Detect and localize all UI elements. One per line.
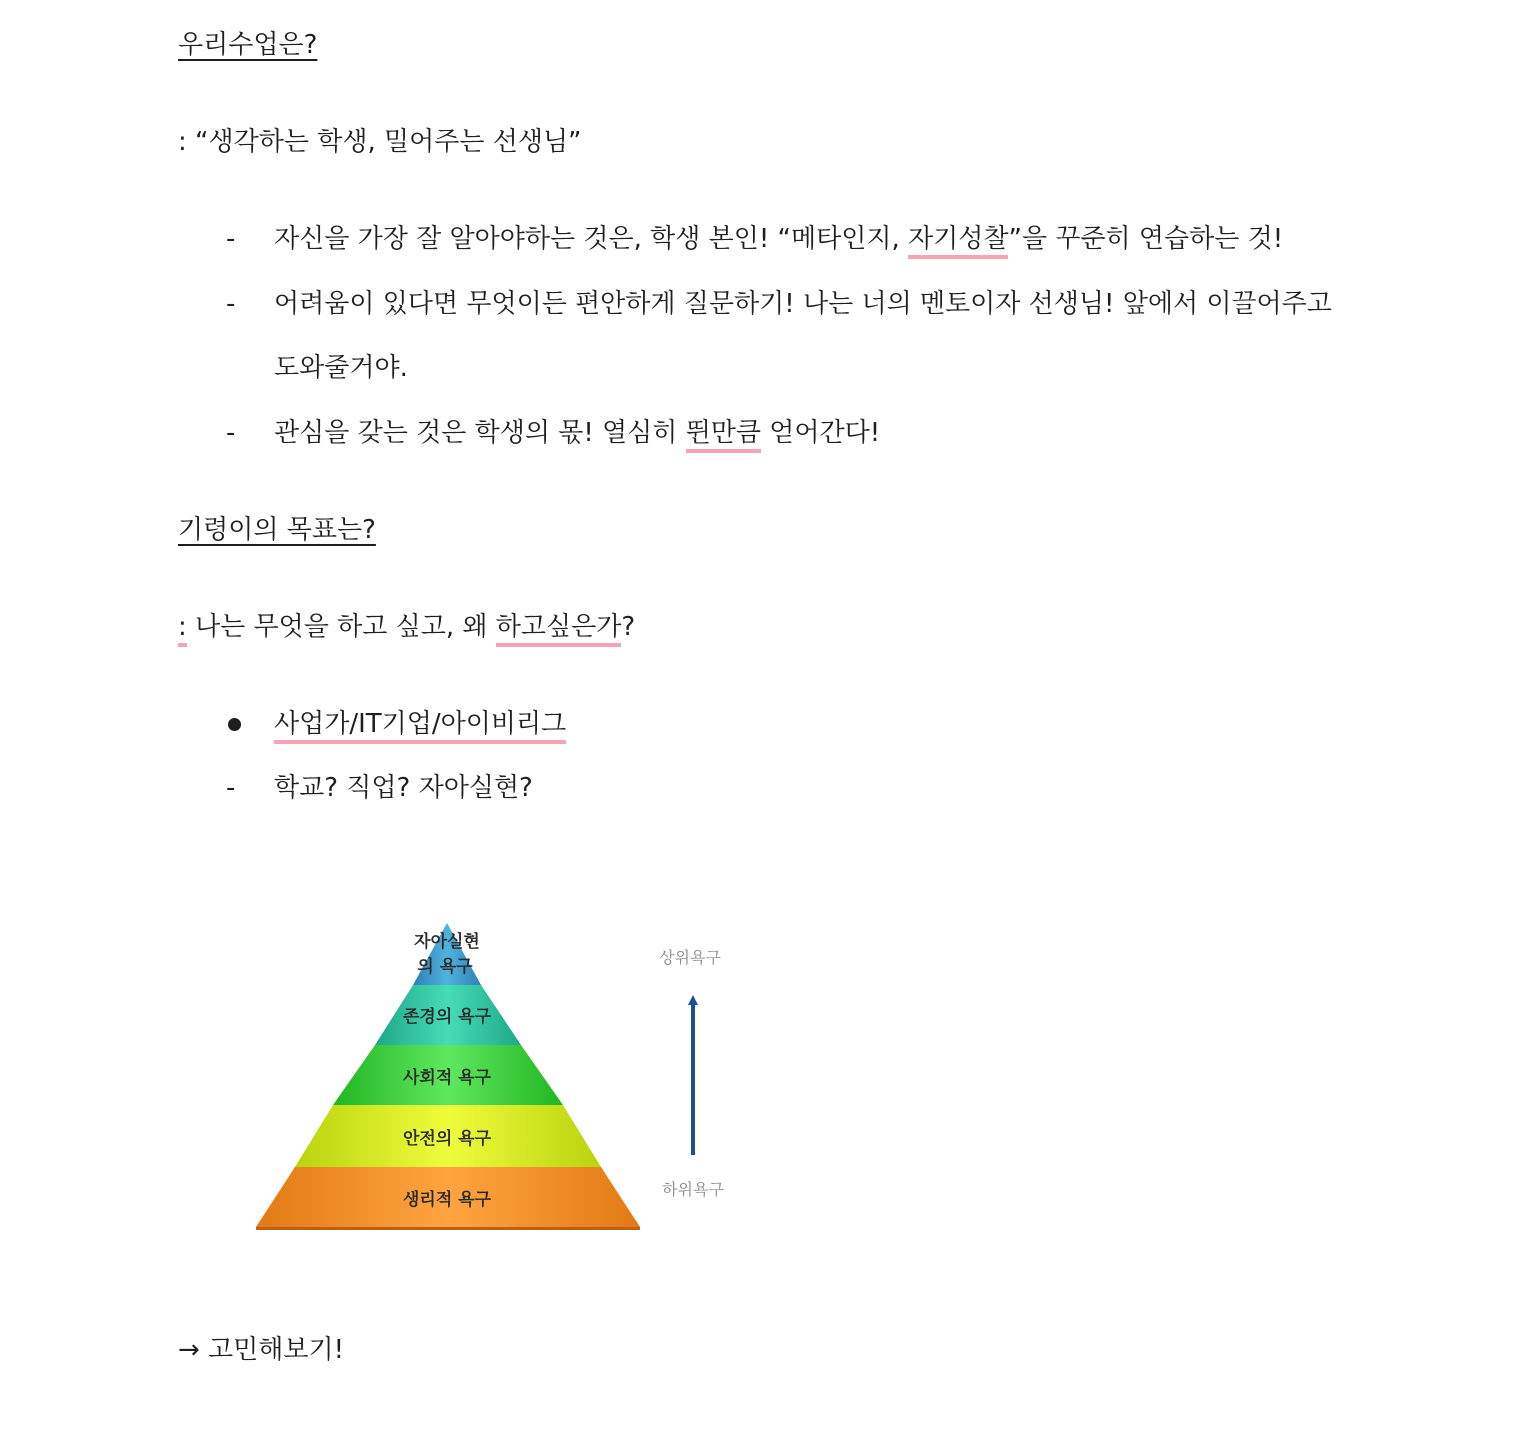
goal-question-text: 나는 무엇을 하고 싶고, 왜 (186, 612, 496, 642)
list-marker-dash: - (226, 289, 236, 319)
list-item-questions-line2: 도와줄거야. (274, 353, 408, 383)
list-item-interest (274, 416, 880, 450)
bullet-dot (228, 718, 241, 731)
list-item-text: 얻어간다! (761, 418, 881, 448)
list-marker-dash: - (226, 224, 236, 254)
pyramid-label: 의 욕구 (417, 957, 473, 977)
pyramid-graphic (240, 905, 760, 1245)
list-item-questions-line1: 어려움이 있다면 무엇이든 편안하게 질문하기! 나는 너의 멘토이자 선생님! 앞에서 이끌어주고 (274, 289, 1332, 319)
list-marker-dash: - (226, 418, 236, 448)
maslow-pyramid-image (240, 905, 760, 1245)
list-item-text: 자신을 가장 잘 알아야하는 것은, 학생 본인! “메타인지, (274, 224, 908, 254)
pyramid-label: 존경의 욕구 (402, 1007, 492, 1027)
pyramid-label: 사회적 욕구 (402, 1068, 492, 1088)
pyramid-label: 생리적 욕구 (402, 1190, 492, 1210)
pyramid-label: 자아실현 (414, 932, 480, 952)
goal-list-item (274, 707, 566, 741)
list-marker-dash: - (226, 773, 236, 803)
section-heading-class: 우리수업은? (178, 30, 318, 60)
pyramid-base-shadow (256, 1227, 640, 1230)
section-heading-goal: 기령이의 목표는? (178, 515, 376, 545)
lower-needs-label: 하위욕구 (662, 1180, 724, 1199)
spellcheck-flagged-word: 뛴만큼 (686, 418, 761, 453)
goal-question (178, 610, 635, 644)
spellcheck-flagged-word: 하고싶은가 (496, 612, 622, 647)
list-item-text: 관심을 갖는 것은 학생의 몫! 열심히 (274, 418, 686, 448)
goal-sub-question: 학교? 직업? 자아실현? (274, 773, 533, 803)
upper-needs-label: 상위욕구 (659, 948, 721, 967)
goal-question-end: ? (621, 612, 636, 642)
list-item-text: ”을 꾸준히 연습하는 것! (1008, 224, 1284, 254)
spellcheck-flagged-word: 자기성찰 (908, 224, 1008, 259)
class-motto: : “생각하는 학생, 밀어주는 선생님” (178, 127, 582, 157)
pyramid-label: 안전의 욕구 (402, 1129, 492, 1149)
spellcheck-flagged-word: 사업가/IT기업/아이비리그 (274, 709, 566, 744)
arrow-head-icon (688, 995, 698, 1005)
spellcheck-flagged-colon: : (178, 612, 187, 647)
list-item-self-knowledge (274, 222, 1283, 256)
think-about-it-note: → 고민해보기! (178, 1335, 345, 1365)
